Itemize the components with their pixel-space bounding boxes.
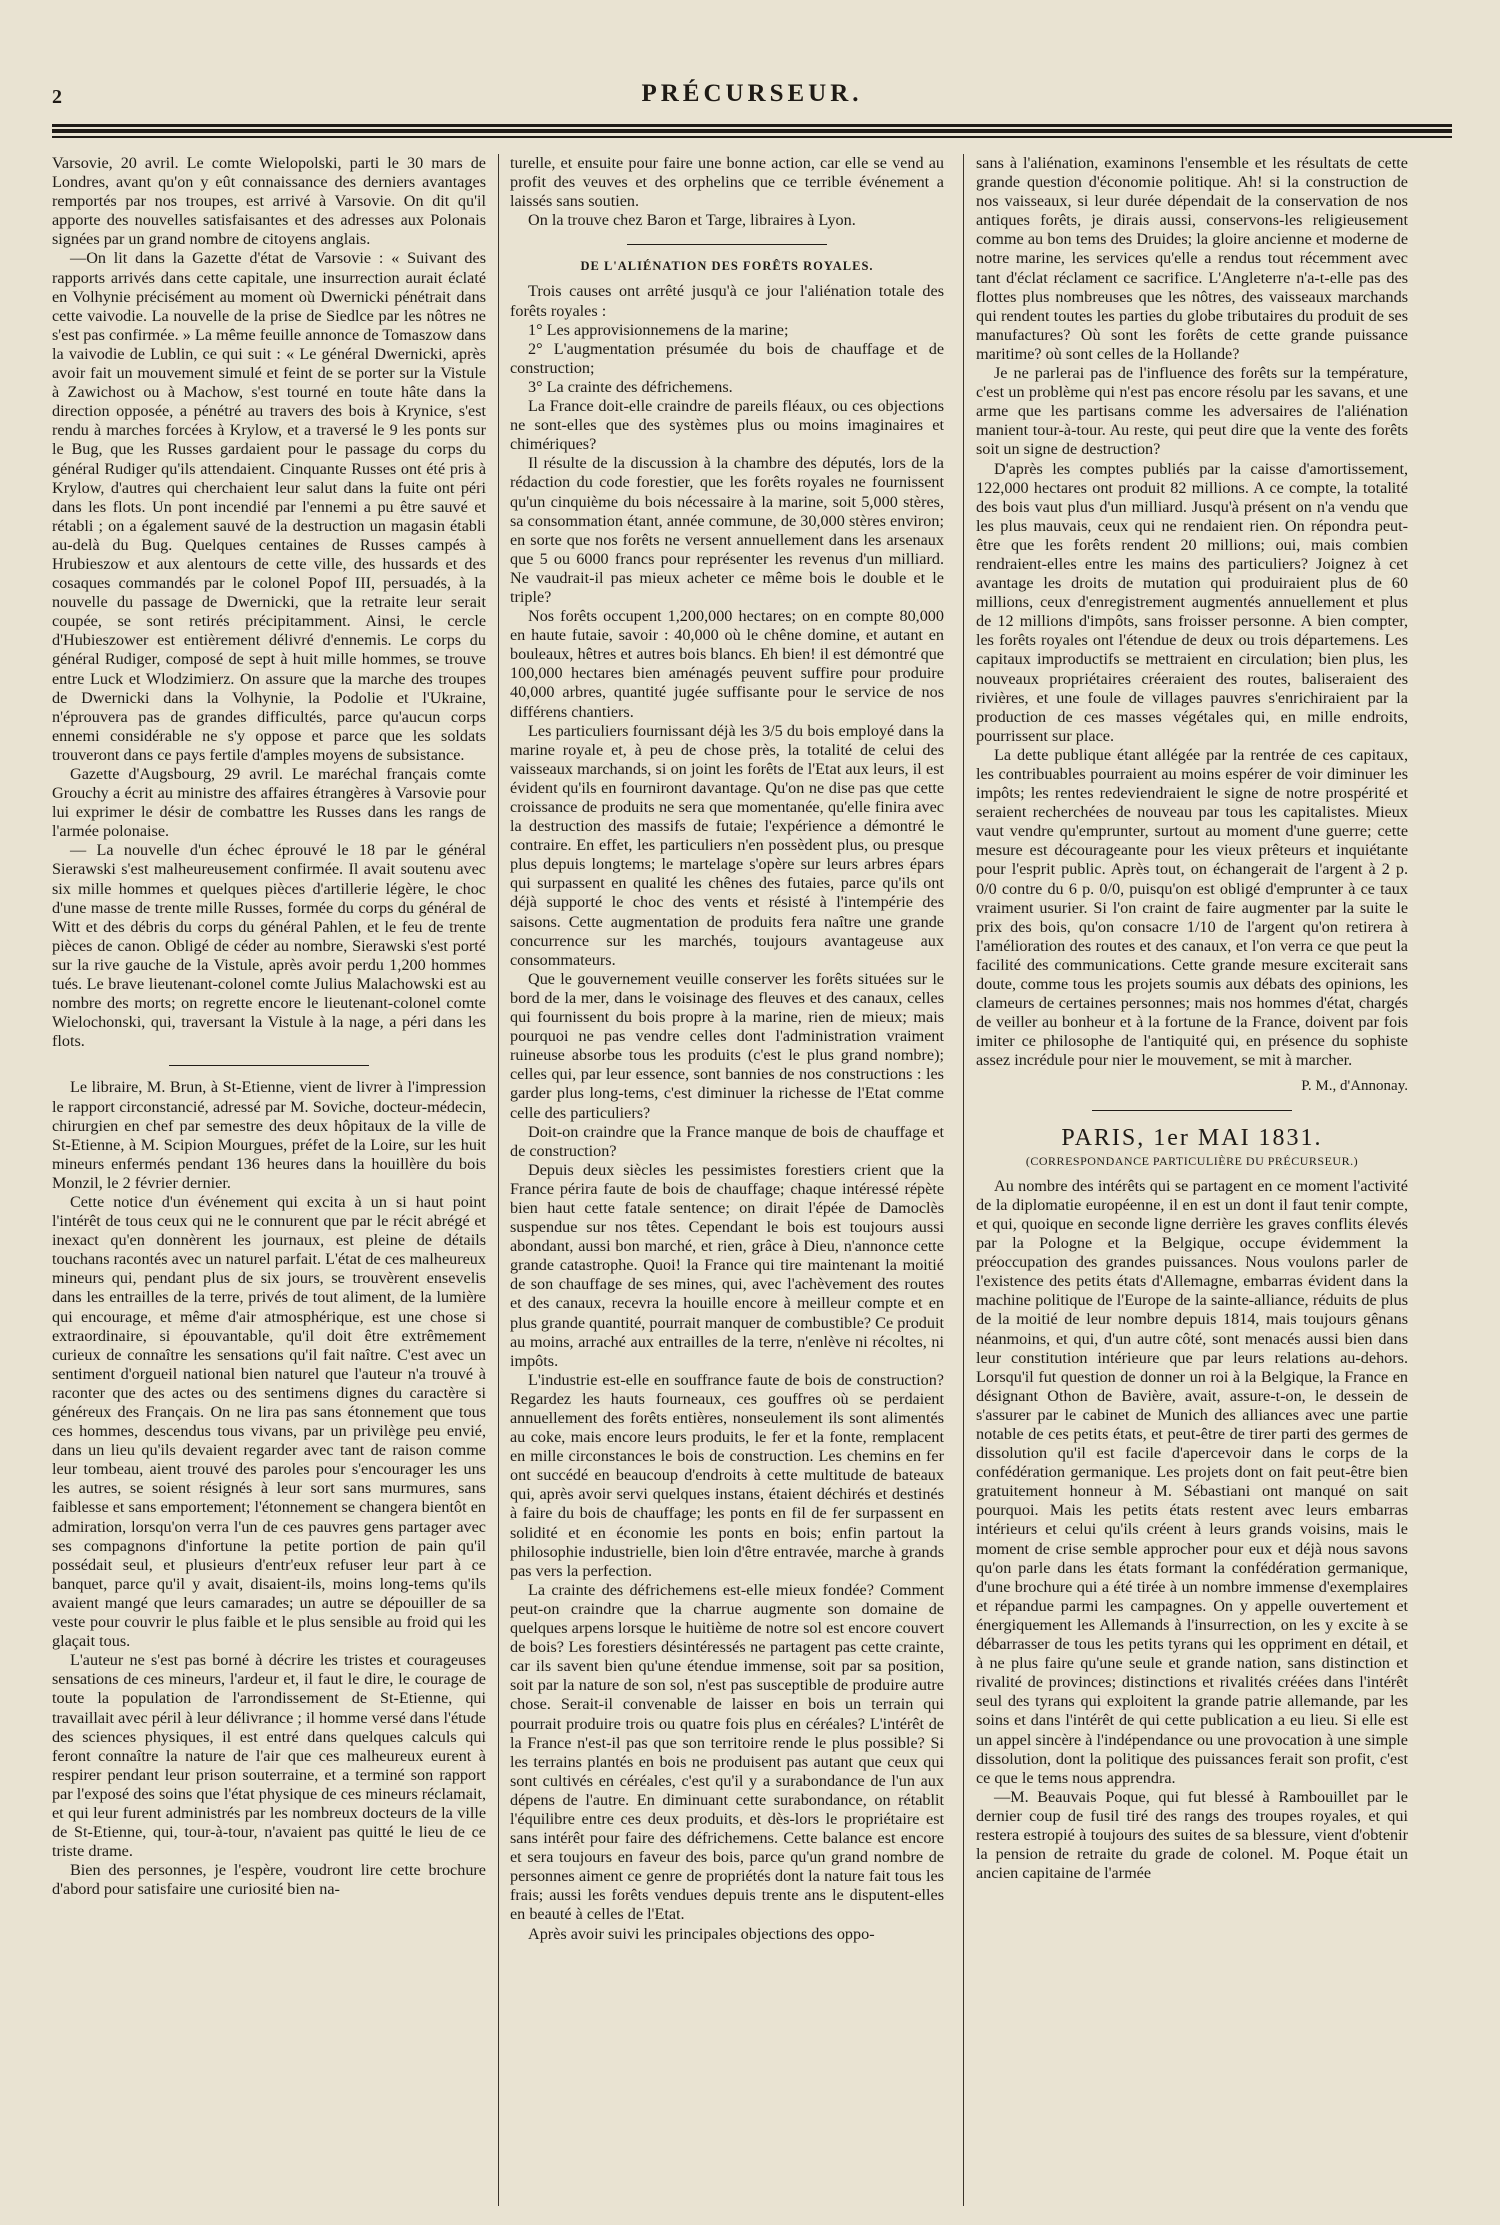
column-2 — [510, 154, 944, 2206]
newspaper-page — [52, 76, 1452, 2206]
article-paragraph: Depuis deux siècles les pessimistes forestiers crient que la France périra faute de bois de chauffage; chaque intéressé répète bien haut cette fatale sentence; on dirait l'épée de Damoclès suspendue sur nos têtes. Cependant le bois est toujours aussi abondant, aussi bon marché, et rien, grâce à Dieu, n'annonce cette grande catastrophe. Quoi! la France qui tire maintenant la moitié de son chauffage de ses mines, qui, avec l'achèvement des routes et des canaux, recevra la houille encore à meilleur compte et en plus grande quantité, pourrait manquer de combustible? Ce produit au moins, arraché aux entrailles de la terre, n'enlève ni récoltes, ni impôts. — [510, 1160, 944, 1370]
column-1 — [52, 154, 486, 2206]
article-paragraph: D'après les comptes publiés par la caisse d'amortissement, 122,000 hectares ont produit 82 millions. A ce compte, la totalité des bois vaut plus d'un milliard. Jusqu'à présent on n'a vendu que les plus mauvais, ceux qui ne rendaient rien. On répondra peut-être que les forêts rendent 20 millions; oui, mais combien rendraient-elles entre les mains des particuliers? Joignez à cet avantage les droits de mutation qui produiraient plus de 60 millions, ceux d'enregistrement augmentés annuellement et plus de 12 millions d'impôts, sans froisser personne. A bien compter, les forêts royales ont l'étendue de deux ou trois départemens. Les capitaux improductifs se mettraient en circulation; bien plus, les nouveaux propriétaires créeraient des routes, baliseraient des rivières, et une foule de villages pauvres s'enrichiraient par la production de ces masses végétales qui, en mille endroits, pourrissent sur place. — [976, 459, 1408, 745]
column-3 — [976, 154, 1408, 2206]
article-paragraph: —On lit dans la Gazette d'état de Varsovie : « Suivant des rapports arrivés dans cette capitale, une insurrection aurait éclaté en Volhynie précisément au moment où Dwernicki pénétrait dans cette vaivodie. La nouvelle de la prise de Siedlce par les nôtres ne s'est pas confirmée. » La même feuille annonce de Tomaszow dans la vaivodie de Lublin, ce qui suit : « Le général Dwernicki, après avoir fait un mouvement simulé et feint de se porter sur la Vistule à Zawichost ou à Machow, s'est tourné en toute hâte dans la direction opposée, a pénétré au travers des bois à Krynice, s'est rendu à marches forcées à Krylow, et a traversé le 9 les ponts sur le Bug, que les Russes gardaient pour le passage du corps du général Rudiger qu'ils attendaient. Cinquante Russes ont été pris à Krylow, d'autres qui cherchaient leur salut dans la fuite ont péri dans les flots. Un pont incendié par l'ennemi a pu être sauvé et rétabli ; on a également sauvé de la destruction un magasin établi au-delà du Bug. Quelques centaines de Russes campés à Hrubieszow et aux alentours de cette ville, des hussards et des cosaques commandés par le colonel Popof III, persuadés, à la nouvelle du passage de Dwernicki, que la retraite leur serait coupée, se sont retirés précipitamment. Ainsi, le cercle d'Hubieszower est entièrement délivré d'ennemis. Le corps du général Rudiger, composé de sept à huit mille hommes, se trouve entre Luck et Wlodzimierz. On assure que la marche des troupes de Dwernicki dans la Volhynie, la Podolie et l'Ukraine, n'éprouvera pas de grandes difficultés, parce qu'aucun corps ennemi considérable ne s'y oppose et parce que les soldats trouveront dans ce pays fertile d'amples moyens de subsistance. — [52, 249, 486, 764]
article-separator — [169, 1065, 369, 1066]
article-paragraph: La France doit-elle craindre de pareils fléaux, ou ces objections ne sont-elles que des systèmes plus ou moins imaginaires et chimériques? — [510, 397, 944, 454]
article-paragraph: On la trouve chez Baron et Targe, libraires à Lyon. — [528, 211, 856, 230]
article-paragraph: Il résulte de la discussion à la chambre des députés, lors de la rédaction du code forestier, que les forêts royales ne fournissent qu'un cinquième du bois nécessaire à la marine, soit 5,000 stères, sa consommation étant, année commune, de 30,000 stères environ; en sorte que nos forêts ne versent annuellement dans les arsenaux que 5 ou 6000 francs pour représenter les revenus d'un milliard. Ne vaudrait-il pas mieux acheter ce même bois le double et le triple? — [510, 454, 944, 606]
article-paragraph: —M. Beauvais Poque, qui fut blessé à Rambouillet par le dernier coup de fusil tiré des rangs des troupes royales, et qui restera estropié à toujours des suites de sa blessure, vient d'obtenir la pension de retraite du grade de colonel. M. Poque était un ancien capitaine de l'armée — [976, 1787, 1408, 1883]
article-paragraph: Varsovie, 20 avril. Le comte Wielopolski, parti le 30 mars de Londres, avant qu'on y eût connaissance des derniers avantages remportés par nos troupes, est arrivé à Varsovie. On dit qu'il apporte des nouvelles satisfaisantes et des adresses aux Polonais signées par un grand nombre de citoyens anglais. — [52, 154, 486, 249]
article-paragraph: turelle, et ensuite pour faire une bonne action, car elle se vend au profit des veuves et des orphelins que ce terrible événement a laissés sans soutien. — [510, 154, 944, 211]
article-paragraph: Je ne parlerai pas de l'influence des forêts sur la température, c'est un problème qui n'est pas encore résolu par les savans, et une arme que les partisans comme les adversaires de l'aliénation manient tour-à-tour. Au reste, qui peut dire que la vente des forêts soit un signe de destruction? — [976, 364, 1408, 459]
dateline-heading: PARIS, 1er MAI 1831. — [1061, 1124, 1323, 1151]
article-paragraph: Que le gouvernement veuille conserver les forêts situées sur le bord de la mer, dans le voisinage des fleuves et des canaux, celles qui fournissent du bois propre à la marine, rien de mieux; mais pourquoi ne pas vendre celles dont l'administration vraiment ruineuse absorbe tous les produits (c'est le plus grand nombre); celles qui, par leur essence, sont bannies de nos constructions : les garder plus long-tems, c'est diminuer la richesse de l'Etat comme celle des particuliers? — [510, 969, 944, 1122]
article-paragraph: sans à l'aliénation, examinons l'ensemble et les résultats de cette grande question d'économie politique. Ah! si la construction de nos vaisseaux, si leur durée dépendait de la conservation de nos antiques forêts, je dirais aussi, conservons-les religieusement comme au bon tems des Druides; la gloire ancienne et moderne de notre marine, les services qu'elle a rendus tout récemment avec tant d'éclat réclament ce sacrifice. L'Angleterre n'a-t-elle pas des flottes plus nombreuses que les nôtres, des vaisseaux marchands qui rendent toutes les parties du globe tributaires du produit de ses manufactures? Où sont les forêts de cette grande puissance maritime? où sont celles de la Hollande? — [976, 154, 1408, 363]
article-paragraph: Gazette d'Augsbourg, 29 avril. Le maréchal français comte Grouchy a écrit au ministre des affaires étrangères à Varsovie pour lui exprimer le désir de combattre les Russes dans les rangs de l'armée polonaise. — [52, 765, 486, 841]
article-paragraph: La crainte des défrichemens est-elle mieux fondée? Comment peut-on craindre que la charrue augmente son domaine de quelques arpens lorsque le huitième de notre sol est encore couvert de bois? Les forestiers désintéressés ne partagent pas cette crainte, car ils savent bien qu'une étendue immense, soit par sa position, soit par la nature de son sol, n'est pas susceptible de produire autre chose. Serait-il convenable de laisser en bois un terrain qui pourrait produire trois ou quatre fois plus en céréales? L'intérêt de la France n'est-il pas que son territoire rende le plus possible? Si les terrains plantés en bois ne produisent pas autant que ceux qui sont cultivés en céréales, c'est qu'il y a surabondance de l'un aux dépens de l'autre. En diminuant cette surabondance, on rétablit l'équilibre entre ces deux produits, et dès-lors le propriétaire est sans intérêt pour faire des défrichemens. Cette balance est encore et sera toujours en faveur des bois, parce qu'un grand nombre de personnes aiment ce genre de propriétés dont la nature fait tous les frais; aussi les forêts vendues depuis trente ans le disputent-elles en beauté à celles de l'Etat. — [510, 1580, 944, 1924]
article-paragraph: Les particuliers fournissant déjà les 3/5 du bois employé dans la marine royale et, à peu de chose près, la totalité de celui des vaisseaux marchands, si on joint les forêts de l'Etat aux leurs, il est évident qu'ils en fourniront davantage. Qu'on ne dise pas que cette croissance de produits ne sera que momentanée, qu'elle finira avec la destruction des massifs de futaie; l'expérience a démontré le contraire. En effet, les particuliers n'en possèdent plus, ou presque plus depuis longtems; le martelage s'opère sur leurs arbres épars qui surpassent en qualité les chênes des futaies, parce qu'ils ont déjà supporté le choc des vents et résisté à l'intempérie des saisons. Cette augmentation de produits fera naître une grande concurrence sur les marchés, toujours avantageuse aux consommateurs. — [510, 721, 944, 969]
list-item: 2° L'augmentation présumée du bois de chauffage et de construction; — [510, 339, 944, 377]
article-paragraph: Le libraire, M. Brun, à St-Etienne, vient de livrer à l'impression le rapport circonstancié, adressé par M. Soviche, docteur-médecin, chirurgien en chef par semestre des deux hôpitaux de la ville de St-Etienne, à M. Scipion Mourgues, préfet de la Loire, sur les huit mineurs enfermés pendant 136 heures dans la houillère du bois Monzil, le 2 février dernier. — [52, 1078, 486, 1192]
article-paragraph: Cette notice d'un événement qui excita à un si haut point l'intérêt de tous ceux qui ne le connurent que par le récit abrégé et inexact qu'en donnèrent les journaux, est pleine de détails touchans racontés avec un naturel parfait. L'état de ces malheureux mineurs qui, pendant plus de six jours, se trouvèrent ensevelis dans les entrailles de la terre, privés de tout aliment, de la lumière qui encourage, et même d'air atmosphérique, est une chose si extraordinaire, si épouvantable, qu'il doit être extrêmement curieux de connaître les sensations qu'il fait naître. C'est avec un sentiment d'orgueil national bien naturel que l'auteur n'a trouvé à raconter que des actes ou des sentimens dignes du caractère si généreux des Français. On ne lira pas sans étonnement que tous ces hommes, descendus tous vivans, par un privilège peu envié, dans un lieu qu'ils devaient regarder avec tant de raison comme leur tombeau, aient trouvé des paroles pour s'encourager les uns les autres, se soient résignés à leur sort sans murmures, sans faiblesse et sans emportement; l'étonnement se changera bientôt en admiration, lorsqu'on verra l'un de ces pauvres gens partager avec ses compagnons d'infortune la petite portion de pain qu'il possédait seul, et plusieurs d'entr'eux refuser leur part à ce banquet, parce qu'il y avait, disaient-ils, moins long-tems qu'ils avaient mangé que leurs camarades; un autre se dépouiller de sa veste pour couvrir le plus faible et le plus sensible au froid qui les glaçait tous. — [52, 1192, 486, 1651]
article-paragraph: La dette publique étant allégée par la rentrée de ces capitaux, les contribuables pourraient au moins espérer de voir diminuer les impôts; les rentes redeviendraient le signe de notre prospérité et seraient recherchées de nouveau par tous les capitalistes. Mieux vaut vendre qu'emprunter, surtout au moment d'une guerre; cette mesure est décourageante pour les vieux prêteurs et inquiétante pour l'esprit public. Après tout, on échangerait de l'argent à 2 p. 0/0 contre du 6 p. 0/0, puisqu'on est obligé d'emprunter à ce taux vraiment usurier. Si l'on craint de faire augmenter par la suite le prix des bois, qu'on consacre 1/10 de l'argent qu'on retirera à l'amélioration des routes et des canaux, et l'on verra ce que peut la facilité des communications. Cette grande mesure exciterait sans doute, comme tous les projets soumis aux débats des opinions, les clameurs de certaines personnes; mais nos hommes d'état, chargés de veiller au bonheur et à la fortune de la France, doivent par fois imiter ce philosophe de l'antiquité qui, en présence du sophiste assez incrédule pour nier le mouvement, se mit à marcher. — [976, 745, 1408, 1070]
article-paragraph: — La nouvelle d'un échec éprouvé le 18 par le général Sierawski s'est malheureusement confirmée. Il avait soutenu avec six mille hommes et quelques pièces d'artillerie légère, le choc d'une masse de trente mille Russes, formée du corps du général de Witt et des débris du corps du général Pahlen, et le feu de trente pièces de canon. Obligé de céder au nombre, Sierawski s'est porté sur la rive gauche de la Vistule, après avoir perdu 1,200 hommes tués. Le brave lieutenant-colonel comte Julius Malachowski est au nombre des morts; on regrette encore le lieutenant-colonel comte Wielochonski, qui, traversant la Vistule à la nage, a péri dans les flots. — [52, 841, 486, 1051]
list-item: 3° La crainte des défrichemens. — [528, 377, 733, 396]
masthead-title: PRÉCURSEUR. — [641, 80, 863, 107]
section-title: DE L'ALIÉNATION DES FORÊTS ROYALES. — [580, 259, 874, 274]
column-divider — [963, 154, 964, 2206]
article-paragraph: Au nombre des intérêts qui se partagent en ce moment l'activité de la diplomatie européenne, il en est un dont il faut tenir compte, et qui, quoique en seconde ligne derrière les graves conflits élevés par la Pologne et la Belgique, occupe évidemment la préoccupation des grandes puissances. Nous voulons parler de l'existence des petits états d'Allemagne, embarras évident dans la machine politique de l'Europe de la sainte-alliance, réduits de plus de la moitié de leur nombre depuis 1814, mais toujours gênans néanmoins, et qui, d'un autre côté, sont menacés aussi bien dans leur constitution intérieure que par leurs relations au-dehors. Lorsqu'il fut question de donner un roi à la Belgique, la France en désignant Othon de Bavière, avait, assure-t-on, le dessein de s'assurer par le cabinet de Munich des alliances avec une partie notable de ces petits états, et peut-être de tirer parti des germes de dissolution qu'il est facile d'apercevoir dans le corps de la confédération germanique. Les projets dont on fait peut-être bien gratuitement honneur à M. Sébastiani ont manqué on sait pourquoi. Mais les petits états restent avec leurs embarras intérieurs et celui qu'ils créent à leurs grands voisins, mais le moment de crise semble approcher pour eux et déjà nous savons qu'on parle dans les états formant la confédération germanique, d'une brochure qui a été tirée à un nombre immense d'exemplaires et répandue parmi les campagnes. On y appelle ouvertement et énergiquement les Allemands à l'insurrection, on les y excite à se débarrasser de tous les petits tyrans qui les oppriment en détail, et à ne plus faire qu'une seule et grande nation, sans distinction et rivalité de provinces; distinctions et rivalités créées dans l'intérêt seul des tyrans qui exploitent la grande patrie allemande, par les soins et dans l'intérêt de qui cette publication a eu lieu. Si elle est un appel sincère à l'indépendance ou une provocation à une simple dissolution, dont la politique des puissances ferait son profit, c'est ce que le tems nous apprendra. — [976, 1176, 1408, 1787]
article-paragraph: Nos forêts occupent 1,200,000 hectares; on en compte 80,000 en haute futaie, savoir : 40,000 où le chêne domine, et autant en bouleaux, hêtres et autres bois blancs. Eh bien! il est démontré que 100,000 hectares bien aménagés peuvent suffire pour produire 40,000 arbres, quantité jugée suffisante pour le service de nos différens chantiers. — [510, 607, 944, 721]
list-item: 1° Les approvisionnemens de la marine; — [528, 320, 789, 339]
article-paragraph: Doit-on craindre que la France manque de bois de chauffage et de construction? — [510, 1122, 944, 1160]
article-signature: P. M., d'Annonay. — [1301, 1077, 1408, 1094]
article-paragraph: Après avoir suivi les principales objections des oppo- — [528, 1924, 875, 1943]
article-paragraph: L'auteur ne s'est pas borné à décrire les tristes et courageuses sensations de ces mineurs, l'ardeur et, il faut le dire, le courage de toute la population de l'arrondissement de St-Etienne, qui travaillait avec péril à leur délivrance ; il homme versé dans l'étude des sciences physiques, il est entré dans quelques calculs qui feront connaître la nature de l'air que ces malheureux eurent à respirer pendant leur prison souterraine, et a terminé son rapport par l'exposé des soins que l'état physique de ces mineurs réclamait, et qui leur furent administrés par les nombreux docteurs de la ville de St-Etienne, qui, tour-à-tour, n'avaient pas quitté le lieu de ce triste drame. — [52, 1651, 486, 1861]
article-paragraph: Trois causes ont arrêté jusqu'à ce jour l'aliénation totale des forêts royales : — [510, 282, 944, 320]
article-paragraph: Bien des personnes, je l'espère, voudront lire cette brochure d'abord pour satisfaire une curiosité bien na- — [52, 1861, 486, 1899]
article-separator — [627, 244, 827, 245]
header-double-rule — [52, 124, 1452, 133]
column-divider — [498, 154, 499, 2206]
article-paragraph: L'industrie est-elle en souffrance faute de bois de construction? Regardez les hauts fourneaux, ces gouffres où se perdaient annuellement des forêts entières, nonseulement ils sont alimentés au coke, mais encore leurs produits, le fer et la fonte, remplacent en mille circonstances le bois de construction. Les chemins en fer ont succédé en beaucoup d'endroits à cette multitude de bateaux qui, après avoir servi quelques instans, étaient déchirés et destinés à faire du bois de chauffage; les ponts en fil de fer surpassent en solidité et en économie les ponts en bois; enfin partout la philosophie industrielle, bien loin d'être entravée, marche à grands pas vers la perfection. — [510, 1370, 944, 1580]
article-separator — [1092, 1110, 1292, 1111]
dateline-subheading: (CORRESPONDANCE PARTICULIÈRE DU PRÉCURSEUR.) — [1025, 1153, 1359, 1168]
page-number: 2 — [52, 86, 62, 108]
header-thin-rule — [52, 136, 1452, 138]
